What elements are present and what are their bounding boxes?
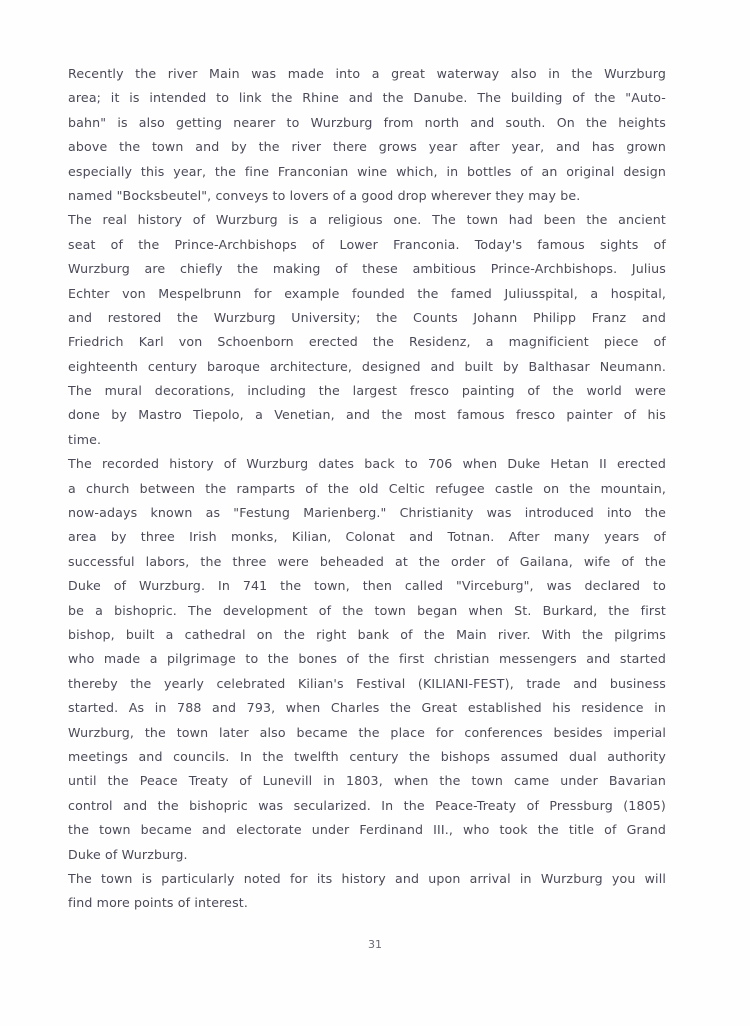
text-line: control and the bishopric was secularized. In the Peace-Treaty of Pressburg (1805) <box>68 797 666 813</box>
text-line: Duke of Wurzburg. In 741 the town, then called "Virceburg", was declared to <box>68 578 666 594</box>
body-text <box>68 62 666 916</box>
text-line: area by three Irish monks, Kilian, Colonat and Totnan. After many years of <box>68 529 666 545</box>
text-line: eighteenth century baroque architecture, designed and built by Balthasar Neumann. <box>68 358 666 374</box>
text-line: above the town and by the river there grows year after year, and has grown <box>68 139 666 155</box>
text-line: seat of the Prince-Archbishops of Lower Franconia. Today's famous sights of <box>68 236 666 252</box>
text-line: The town is particularly noted for its history and upon arrival in Wurzburg you will <box>68 870 666 886</box>
text-line: thereby the yearly celebrated Kilian's Festival (KILIANI-FEST), trade and business <box>68 675 666 691</box>
text-line: a church between the ramparts of the old Celtic refugee castle on the mountain, <box>68 480 666 496</box>
text-line: The mural decorations, including the largest fresco painting of the world were <box>68 383 666 399</box>
text-line: time. <box>68 431 102 447</box>
text-line: successful labors, the three were beheaded at the order of Gailana, wife of the <box>68 553 666 569</box>
text-line: bishop, built a cathedral on the right bank of the Main river. With the pilgrims <box>68 626 666 642</box>
text-line: The real history of Wurzburg is a religious one. The town had been the ancient <box>68 212 666 228</box>
paragraph-religious-history <box>68 208 666 452</box>
text-line: Recently the river Main was made into a great waterway also in the Wurzburg <box>68 66 666 81</box>
text-line: meetings and councils. In the twelfth century the bishops assumed dual authority <box>68 748 666 764</box>
paragraph-recorded-history <box>68 452 666 867</box>
text-line: now-adays known as "Festung Marienberg." Christianity was introduced into the <box>68 505 666 521</box>
text-line: the town became and electorate under Ferdinand III., who took the title of Grand <box>68 822 666 838</box>
text-line: done by Mastro Tiepolo, a Venetian, and the most famous fresco painter of his <box>68 407 666 423</box>
text-line: Duke of Wurzburg. <box>68 846 188 862</box>
text-line: and restored the Wurzburg University; the Counts Johann Philipp Franz and <box>68 309 666 325</box>
text-line: until the Peace Treaty of Lunevill in 1803, when the town came under Bavarian <box>68 773 666 789</box>
text-line: area; it is intended to link the Rhine and the Danube. The building of the "Auto- <box>68 90 666 106</box>
text-line: find more points of interest. <box>68 895 249 911</box>
text-line: started. As in 788 and 793, when Charles the Great established his residence in <box>68 700 666 716</box>
text-line: Wurzburg are chiefly the making of these ambitious Prince-Archbishops. Julius <box>68 261 666 277</box>
text-line: Wurzburg, the town later also became the place for conferences besides imperial <box>68 724 666 740</box>
page-number: 31 <box>368 938 382 951</box>
text-line: bahn" is also getting nearer to Wurzburg from north and south. On the heights <box>68 114 666 130</box>
text-line: Echter von Mespelbrunn for example founded the famed Juliusspital, a hospital, <box>68 285 666 301</box>
paragraph-closing <box>68 867 666 916</box>
paragraph-main-waterway <box>68 62 666 208</box>
text-line: who made a pilgrimage to the bones of the first christian messengers and started <box>68 651 666 667</box>
text-line: named "Bocksbeutel", conveys to lovers of a good drop wherever they may be. <box>68 187 581 203</box>
text-line: The recorded history of Wurzburg dates back to 706 when Duke Hetan II erected <box>68 456 666 472</box>
text-line: be a bishopric. The development of the town began when St. Burkard, the first <box>68 602 666 618</box>
text-line: especially this year, the fine Franconian wine which, in bottles of an original design <box>68 163 666 179</box>
text-line: Friedrich Karl von Schoenborn erected the Residenz, a magnificient piece of <box>68 334 666 350</box>
